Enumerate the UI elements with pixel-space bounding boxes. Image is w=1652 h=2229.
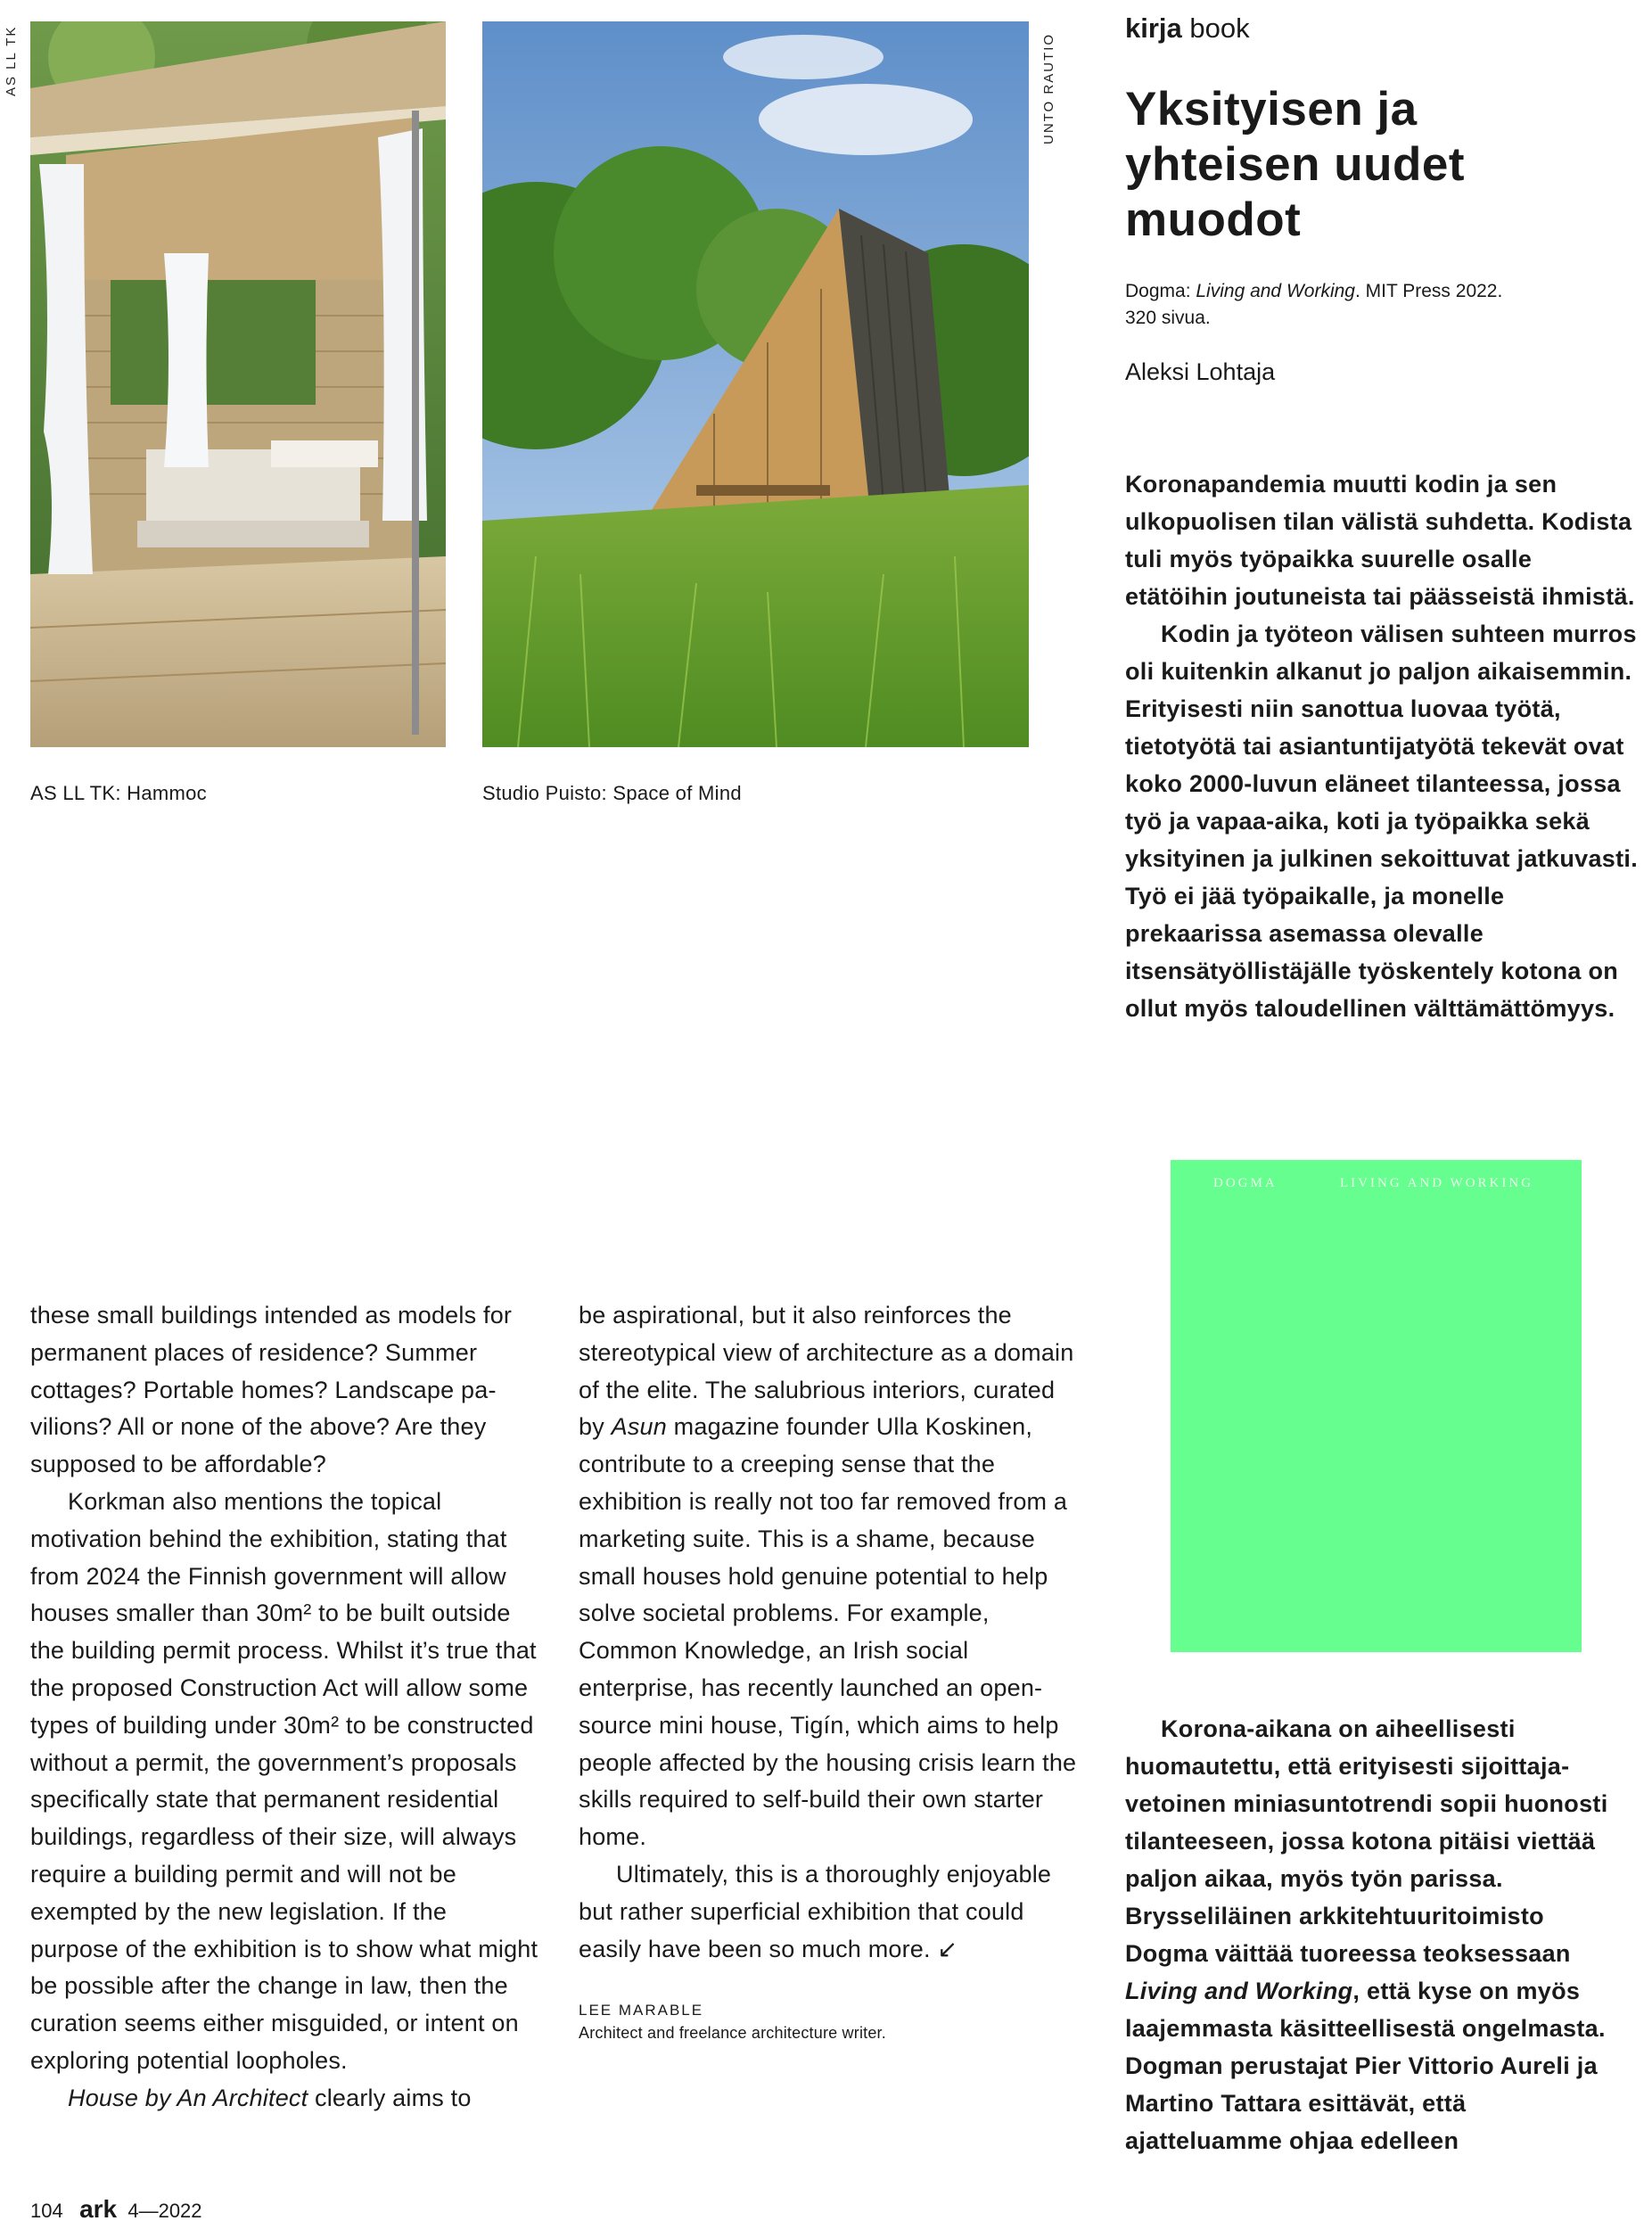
photo-space-of-mind <box>482 21 1029 747</box>
paragraph-text: Korona-aikana on aiheellisesti huomautettu, että erityisesti sijoittajavetoinen miniasuntotrendi sopii huonosti tilanteeseen, jossa kotona pitäisi viettää paljon aikaa, myös työn parissa. Brysseliläinen arkkitehtuuritoimisto Dogma väittää tuoreessa teoksessaan <box>1125 1715 1608 1967</box>
photo-credit-right: UNTO RAUTIO <box>1041 32 1056 144</box>
caption-hammoc: AS LL TK: Hammoc <box>30 782 207 804</box>
issue-number: 4—2022 <box>127 2200 202 2222</box>
paragraph-text: magazine founder Ulla Koskinen, contribute to a creeping sense that the exhibition is really not too far removed from a marketing suite. This is a shame, because small houses hold genuine potential to help solve societal problems. For example, Common Knowledge, an Irish social enterprise, has recently launched an open-source mini house, Tigín, which aims to help people affected by the housing crisis learn the skills required to self-build their own starter home. <box>579 1413 1077 1851</box>
exhibition-title: House by An Architect <box>68 2084 308 2111</box>
page-footer <box>30 2195 202 2224</box>
book-meta-title: Living and Working <box>1196 281 1355 301</box>
review-byline: LEE MARABLE <box>579 2002 704 2019</box>
review-paragraph: Korkman also mentions the topical motivation behind the exhibition, stating that from 2024 the Finnish government will allow houses smaller than 30m² to be built outside the building permit process. Whilst it’s true that the proposed Construction Act will allow some types of building under 30m² to be constructed without a permit, the government’s proposals specifically state that permanent residential buildings, regardless of their size, will always require a building permit and will not be exempted by the new legislation. If the purpose of the exhibition is to show what might be possible after the change in law, then the curation seems either misguided, or intent on exploring potential loopholes. <box>30 1487 538 2074</box>
review-author-bio: Architect and freelance architecture writer. <box>579 2024 886 2043</box>
review-column-1 <box>30 1297 538 2118</box>
book-meta <box>1125 278 1633 332</box>
section-tag-en: book <box>1189 12 1250 44</box>
book-meta-author: Dogma: <box>1125 281 1196 301</box>
review-paragraph: these small buildings intended as models for permanent places of residence? Summer cottages? Portable homes? Landscape pavilions? All or none of the above? Are they supposed to be affordable? <box>30 1302 513 1478</box>
paragraph-text: be aspirational, but it also reinforces the stereotypical view of architecture as a domain of the elite. The salubrious interiors, curated by <box>579 1302 1074 1441</box>
book-cover-title: LIVING AND WORKING <box>1340 1176 1534 1190</box>
caption-space-of-mind: Studio Puisto: Space of Mind <box>482 782 742 804</box>
article-title: Yksityisen ja yhteisen uudet muodot <box>1125 83 1466 246</box>
paragraph-text: Ultimately, this is a thoroughly enjoyable but rather superficial exhibition that could easily have been so much more. <box>579 1860 1052 1962</box>
book-cover <box>1171 1160 1582 1652</box>
magazine-logo: ark <box>79 2195 118 2223</box>
section-tag-fi: kirja <box>1125 12 1182 44</box>
review-paragraph <box>30 2080 538 2118</box>
book-meta-pages: 320 sivua. <box>1125 308 1211 328</box>
article-paragraph <box>1125 1710 1624 2159</box>
section-tag <box>1125 12 1633 45</box>
book-meta-publisher: . MIT Press 2022. <box>1354 281 1503 301</box>
review-column-2 <box>579 1297 1087 2044</box>
magazine-name: Asun <box>611 1413 667 1441</box>
photo-hammoc <box>30 21 446 747</box>
article-body-top <box>1125 465 1638 1027</box>
paragraph-text: , että kyse on myös laajemmasta käsitteellisestä ongelmasta. Dogman perustajat Pier Vittorio Aureli ja Martino Tattara esittävät, että ajatteluamme ohjaa edelleen <box>1125 1978 1606 2154</box>
article-paragraph: Koronapandemia muutti kodin ja sen ulkopuolisen tilan välistä suhdetta. Kodista tuli myös työpaikka suurelle osalle etätöihin joutuneista tai päässeistä ihmistä. <box>1125 471 1635 610</box>
page-number: 104 <box>30 2200 63 2222</box>
article-paragraph: Kodin ja työteon välisen suhteen murros oli kuitenkin alkanut jo paljon aikaisemmin. Erityisesti niin sanottua luovaa työtä, tietotyötä tai asiantuntijatyötä tekevät ovat koko 2000-luvun eläneet tilanteessa, jossa työ ja vapaa-aika, koti ja työpaikka sekä yksityinen ja julkinen sekoittuvat jatkuvasti. Työ ei jää työpaikalle, ja monelle prekaarissa asemassa olevalle itsensätyöllistäjälle työskentely kotona on ollut myös taloudellinen välttämättömyys. <box>1125 621 1638 1022</box>
review-paragraph <box>579 1297 1087 1856</box>
article-header <box>1125 12 1633 386</box>
article-author: Aleksi Lohtaja <box>1125 358 1276 385</box>
photo-credit-left: AS LL TK <box>4 25 19 96</box>
book-cover-publisher: DOGMA <box>1213 1176 1278 1190</box>
review-paragraph <box>579 1856 1087 1968</box>
paragraph-text: clearly aims to <box>308 2084 472 2111</box>
end-mark-icon: ↙ <box>937 1935 958 1962</box>
article-body-bottom <box>1125 1710 1624 2159</box>
book-title-ref: Living and Working <box>1125 1978 1353 2004</box>
